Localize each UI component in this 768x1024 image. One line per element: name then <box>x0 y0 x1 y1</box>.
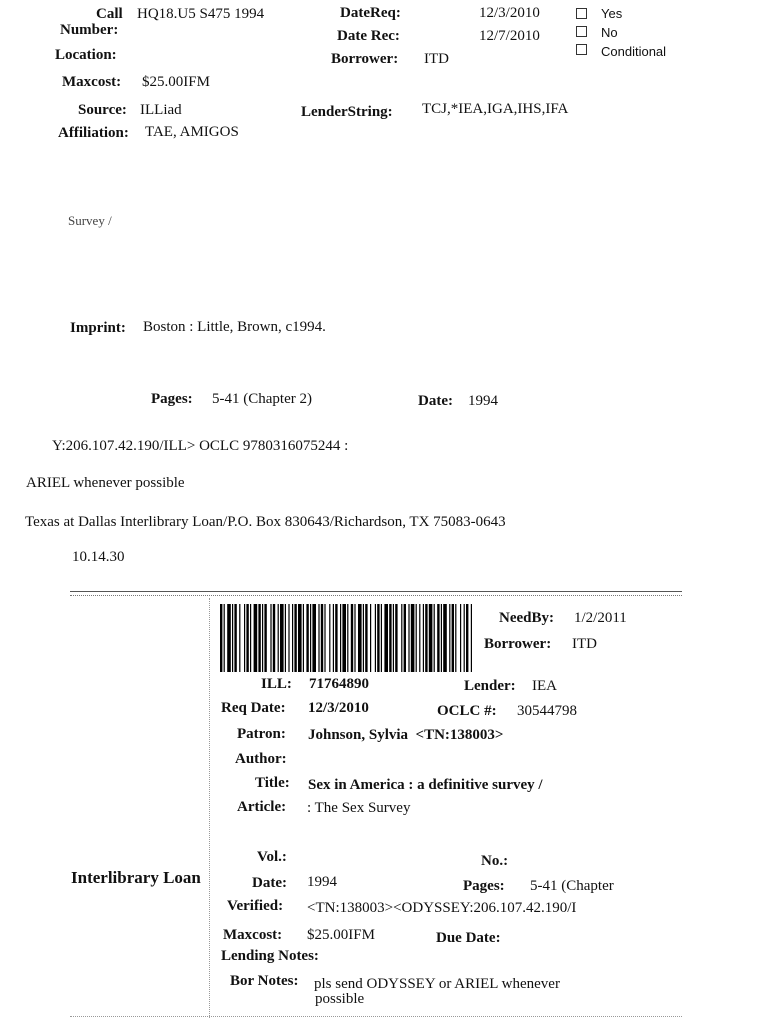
slip-borrower-label: Borrower: <box>484 636 552 652</box>
datereq-value: 12/3/2010 <box>479 5 540 21</box>
maxcost-value: $25.00IFM <box>142 74 210 90</box>
ill-label: ILL: <box>261 676 292 692</box>
barcode-bar <box>471 604 472 672</box>
bornotes-value-line2: possible <box>315 991 365 1007</box>
bottom-divider <box>70 1016 682 1017</box>
verified-value: <TN:138003><ODYSSEY:206.107.42.190/I <box>307 900 577 916</box>
title-value: Sex in America : a definitive survey / <box>308 777 543 793</box>
slip-pages-value: 5-41 (Chapter <box>530 878 614 894</box>
barcode-bar <box>234 604 236 672</box>
barcode-bar <box>310 604 311 672</box>
barcode-bar <box>460 604 461 672</box>
article-label: Article: <box>237 799 287 815</box>
number-label: Number: <box>60 22 119 38</box>
barcode-bar <box>246 604 248 672</box>
barcode-bar <box>335 604 337 672</box>
barcode-bar <box>347 604 348 672</box>
lendingnotes-label: Lending Notes: <box>221 948 319 964</box>
barcode-bar <box>466 604 468 672</box>
barcode-bar <box>250 604 251 672</box>
reqdate-label: Req Date: <box>221 700 286 716</box>
borrower-value: ITD <box>424 51 449 67</box>
needby-label: NeedBy: <box>499 610 554 626</box>
source-label: Source: <box>78 102 127 118</box>
barcode-bar <box>351 604 353 672</box>
barcode-bar <box>321 604 323 672</box>
slip-date-value: 1994 <box>307 874 337 890</box>
barcode-bar <box>404 604 406 672</box>
barcode-bar <box>278 604 279 672</box>
barcode-bar <box>434 604 435 672</box>
barcode-bar <box>262 604 263 672</box>
slip-maxcost-label: Maxcost: <box>223 927 283 943</box>
reqdate-value: 12/3/2010 <box>308 700 369 716</box>
datereq-label: DateReq: <box>340 5 401 21</box>
source-value: ILLiad <box>140 102 182 118</box>
duedate-label: Due Date: <box>436 930 501 946</box>
no-option-label: No <box>601 25 618 40</box>
barcode-bar <box>375 604 376 672</box>
barcode-bar <box>232 604 233 672</box>
barcode-bar <box>273 604 275 672</box>
barcode-bar <box>365 604 367 672</box>
barcode-bar <box>443 604 447 672</box>
barcode-bar <box>254 604 258 672</box>
ip-line: 10.14.30 <box>72 549 125 565</box>
barcode-bar <box>333 604 334 672</box>
lenderstring-label: LenderString: <box>301 104 393 120</box>
barcode-bar <box>280 604 284 672</box>
daterec-label: Date Rec: <box>337 28 400 44</box>
barcode-bar <box>312 604 316 672</box>
barcode-bar <box>298 604 302 672</box>
barcode-bar <box>449 604 450 672</box>
verified-label: Verified: <box>227 898 284 914</box>
barcode-bar <box>303 604 304 672</box>
barcode-bar <box>270 604 271 672</box>
barcode-bar <box>411 604 415 672</box>
oclc-value: 30544798 <box>517 703 577 719</box>
barcode-bar <box>441 604 442 672</box>
no-checkbox[interactable] <box>576 26 587 37</box>
barcode-bar <box>464 604 465 672</box>
call-value: HQ18.U5 S475 1994 <box>137 6 265 22</box>
article-value: : The Sex Survey <box>307 800 411 816</box>
date-label: Date: <box>418 393 453 409</box>
barcode-bar <box>324 604 325 672</box>
vol-label: Vol.: <box>257 849 287 865</box>
ariel-line: ARIEL whenever possible <box>26 475 185 491</box>
oclc-label: OCLC #: <box>437 703 497 719</box>
barcode-bar <box>294 604 296 672</box>
barcode-bar <box>393 604 394 672</box>
maxcost-label: Maxcost: <box>62 74 122 90</box>
slip-maxcost-value: $25.00IFM <box>307 927 375 943</box>
daterec-value: 12/7/2010 <box>479 28 540 44</box>
lender-value: IEA <box>532 678 557 694</box>
affiliation-value: TAE, AMIGOS <box>145 124 239 140</box>
title-label: Title: <box>255 775 290 791</box>
affiliation-label: Affiliation: <box>58 125 129 141</box>
barcode-bar <box>419 604 420 672</box>
barcode-bar <box>285 604 286 672</box>
barcode-bar <box>452 604 454 672</box>
barcode-bar <box>423 604 424 672</box>
pages-value: 5-41 (Chapter 2) <box>212 391 312 407</box>
barcode-bar <box>329 604 330 672</box>
section-divider <box>70 591 682 592</box>
barcode-bar <box>354 604 355 672</box>
barcode-bar <box>288 604 289 672</box>
lender-label: Lender: <box>464 678 516 694</box>
barcode-bar <box>318 604 319 672</box>
needby-value: 1/2/2011 <box>574 610 627 626</box>
call-label: Call <box>96 6 123 22</box>
barcode-bar <box>416 604 417 672</box>
barcode-bar <box>437 604 439 672</box>
barcode-bar <box>220 604 222 672</box>
title-fragment: Survey / <box>68 213 112 228</box>
lenderstring-value: TCJ,*IEA,IGA,IHS,IFA <box>422 101 569 117</box>
no-label: No.: <box>481 853 509 869</box>
barcode-bar <box>239 604 240 672</box>
conditional-checkbox[interactable] <box>576 44 587 55</box>
pages-label: Pages: <box>151 391 193 407</box>
barcode-bar <box>244 604 245 672</box>
barcode-bar <box>292 604 293 672</box>
location-label: Location: <box>55 47 117 63</box>
barcode-bar <box>395 604 397 672</box>
barcode-bar <box>401 604 402 672</box>
barcode-bar <box>377 604 379 672</box>
imprint-value: Boston : Little, Brown, c1994. <box>143 319 326 335</box>
section-divider-dotted <box>70 595 682 596</box>
barcode <box>220 604 473 672</box>
verified-line: Y:206.107.42.190/ILL> OCLC 9780316075244 : <box>52 438 349 454</box>
barcode-bar <box>429 604 433 672</box>
barcode-bar <box>258 604 260 672</box>
barcode-bar <box>358 604 362 672</box>
ill-value: 71764890 <box>309 676 369 692</box>
author-label: Author: <box>235 751 287 767</box>
barcode-bar <box>340 604 341 672</box>
address-line: Texas at Dallas Interlibrary Loan/P.O. Box 830643/Richardson, TX 75083-0643 <box>25 514 506 530</box>
slip-borrower-value: ITD <box>572 636 597 652</box>
barcode-bar <box>264 604 266 672</box>
slip-date-label: Date: <box>252 875 287 891</box>
bornotes-label: Bor Notes: <box>230 973 299 989</box>
barcode-bar <box>363 604 364 672</box>
barcode-bar <box>227 604 231 672</box>
barcode-bar <box>455 604 456 672</box>
patron-value: Johnson, Sylvia <TN:138003> <box>308 727 504 743</box>
barcode-bar <box>342 604 346 672</box>
barcode-bar <box>389 604 391 672</box>
interlibrary-loan-side-label: Interlibrary Loan <box>71 868 201 887</box>
slip-pages-label: Pages: <box>463 878 505 894</box>
barcode-bar <box>370 604 371 672</box>
barcode-bar <box>306 604 308 672</box>
bornotes-value-line1: pls send ODYSSEY or ARIEL whenever <box>314 976 560 992</box>
yes-option-label: Yes <box>601 6 623 21</box>
imprint-label: Imprint: <box>70 320 126 336</box>
patron-label: Patron: <box>237 726 286 742</box>
barcode-bar <box>381 604 382 672</box>
yes-checkbox[interactable] <box>576 8 587 19</box>
conditional-option-label: Conditional <box>601 44 667 59</box>
date-value: 1994 <box>468 393 498 409</box>
slip-vertical-rule <box>209 598 210 1018</box>
barcode-bar <box>224 604 225 672</box>
borrower-label: Borrower: <box>331 51 399 67</box>
barcode-bar <box>384 604 388 672</box>
barcode-bar <box>425 604 427 672</box>
barcode-bar <box>408 604 409 672</box>
